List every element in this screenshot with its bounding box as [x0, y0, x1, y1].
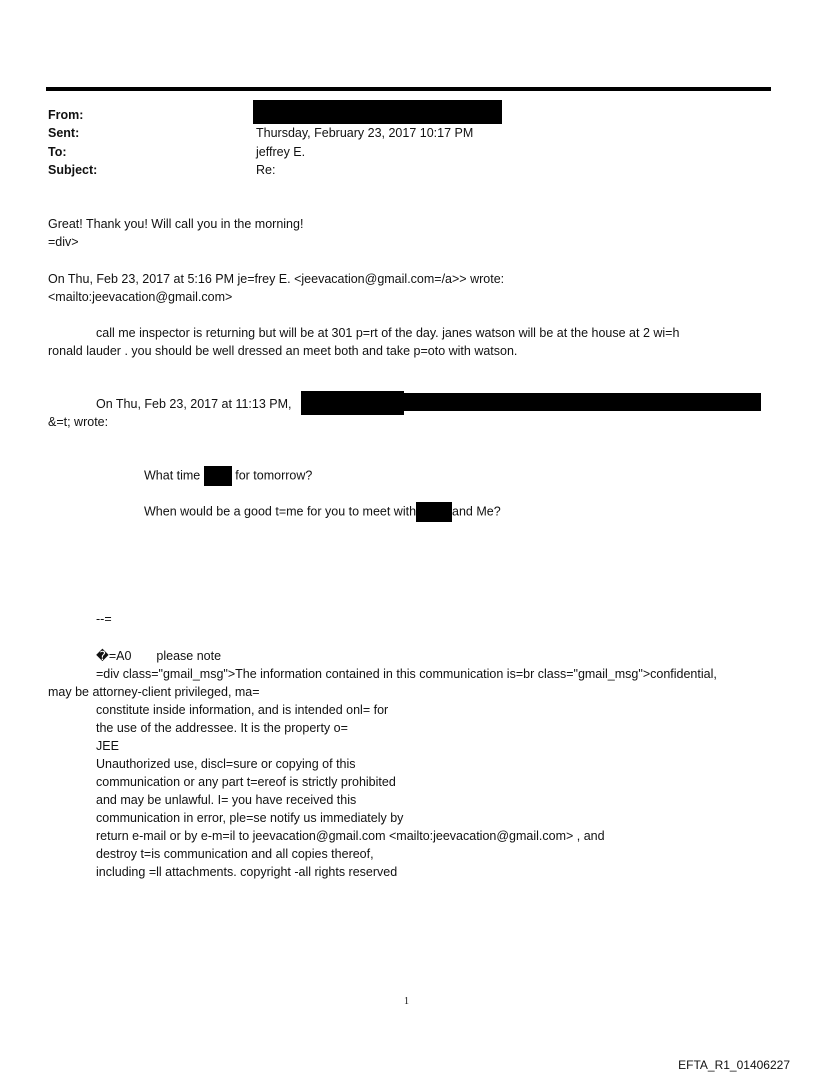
body-line: constitute inside information, and is intended onl= for	[96, 703, 389, 717]
body-line: On Thu, Feb 23, 2017 at 11:13 PM,	[96, 397, 292, 411]
body-line: =div>	[48, 235, 79, 249]
quoted-line	[144, 466, 312, 486]
body-line: --=	[96, 612, 112, 626]
document-id: EFTA_R1_01406227	[678, 1058, 790, 1072]
body-line: return e-mail or by e-m=il to jeevacation@gmail.com <mailto:jeevacation@gmail.com> , and	[96, 829, 605, 843]
redaction-block	[301, 391, 404, 415]
quoted-text: for tomorrow?	[235, 468, 313, 483]
body-line: including =ll attachments. copyright -all rights reserved	[96, 865, 398, 879]
body-line: may be attorney-client privileged, ma=	[48, 685, 260, 699]
quoted-line	[144, 502, 501, 522]
to-label: To:	[48, 145, 67, 159]
body-line: the use of the addressee. It is the property o=	[96, 721, 348, 735]
inline-redaction	[416, 502, 452, 522]
sent-value: Thursday, February 23, 2017 10:17 PM	[256, 126, 474, 140]
inline-redaction	[204, 466, 232, 486]
body-line: ronald lauder . you should be well dressed an meet both and take p=oto with watson.	[48, 344, 518, 358]
body-line: &=t; wrote:	[48, 415, 109, 429]
body-line: communication or any part t=ereof is strictly prohibited	[96, 775, 396, 789]
body-line: destroy t=is communication and all copies thereof,	[96, 847, 374, 861]
quoted-text: When would be a good t=me for you to meet with	[144, 504, 417, 519]
encoded-glyph: �=A0	[96, 649, 132, 663]
body-line: =div class="gmail_msg">The information contained in this communication is=br class="gmail_msg">confidential,	[96, 667, 717, 681]
redaction-block	[404, 393, 761, 411]
to-value: jeffrey E.	[256, 145, 306, 159]
body-line: <mailto:jeevacation@gmail.com>	[48, 290, 233, 304]
body-line: JEE	[96, 739, 119, 753]
from-redaction	[253, 100, 502, 124]
body-line: On Thu, Feb 23, 2017 at 5:16 PM je=frey E. <jeevacation@gmail.com=/a>> wrote:	[48, 272, 505, 286]
from-label: From:	[48, 108, 84, 122]
subject-value: Re:	[256, 163, 276, 177]
body-line: and may be unlawful. I= you have received this	[96, 793, 357, 807]
note-text: please note	[156, 649, 222, 663]
quoted-text: and Me?	[452, 504, 501, 519]
body-line: communication in error, ple=se notify us immediately by	[96, 811, 404, 825]
body-line	[96, 647, 221, 665]
body-line: Great! Thank you! Will call you in the morning!	[48, 217, 304, 231]
sent-label: Sent:	[48, 126, 80, 140]
subject-label: Subject:	[48, 163, 98, 177]
page-number: 1	[404, 996, 409, 1007]
header-rule	[46, 87, 771, 91]
quoted-text: What time	[144, 468, 201, 483]
body-line: Unauthorized use, discl=sure or copying of this	[96, 757, 356, 771]
body-line: call me inspector is returning but will be at 301 p=rt of the day. janes watson will be at the house at 2 wi=h	[96, 326, 680, 340]
